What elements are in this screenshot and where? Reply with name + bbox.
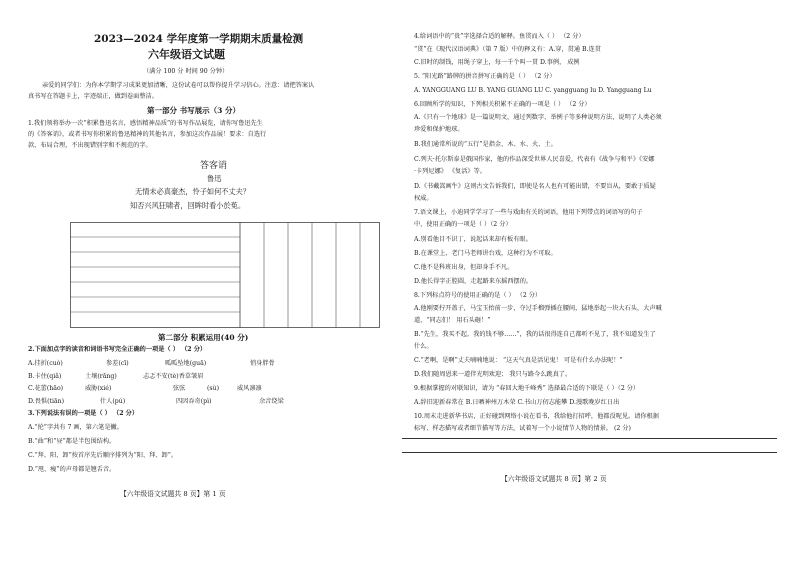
q7-option: A.别看他目不识丁，说起话来却有板有眼。 bbox=[414, 236, 532, 243]
q8-option: D.我们随周恩来一道伴光明欢迎； 我只与路今么跳真了。 bbox=[414, 371, 572, 378]
q2-option: 弦弦 bbox=[173, 385, 186, 392]
poem-line: 无情未必真豪杰，怜子如何不丈夫？ bbox=[135, 187, 251, 196]
q9-options: A.辞旧迎新春常在 B.日晒神州万木荣 C.书山万仞志能攀 D.漫歌晚岁红日出 bbox=[414, 399, 620, 406]
q6-option: ·卡列尼娜》 《复活》等。 bbox=[414, 168, 486, 175]
part2-header: 第二部分 积累运用(40 分) bbox=[158, 333, 249, 342]
q2-option: 威风凛凛 bbox=[237, 385, 262, 392]
q7-option: D.他长得字正腔圆，走起路来东摇西摆的。 bbox=[414, 278, 533, 285]
q1-line: 的《答客诮》，或者书写你积累的鲁迅精神的其他名言，参加这次作品展！要求：自选行 bbox=[28, 131, 267, 138]
writing-grid[interactable] bbox=[70, 222, 380, 328]
q8-option: 道，“同志们！ 用石头砸！” bbox=[414, 317, 491, 324]
q6-option: C.列夫·托尔斯泰是俄国作家，他的作品深受世界人民喜爱，代表有《战争与和平》《安娜 bbox=[414, 156, 655, 163]
q8-stem: 8.下列标点符号的使用正确的是（ ） （2 分） bbox=[414, 292, 542, 299]
q3-option: D.“甩、瘦”的声母都是翘舌音。 bbox=[28, 466, 116, 473]
q3-stem: 3.下列说法有误的一项是（ ） （2 分） bbox=[28, 410, 139, 417]
q8-option: A.他刚要拧开盖子，马宝玉抬前一步，夺过手榴弹插在腰间，猛地举起一块大石头，大声喊 bbox=[414, 305, 662, 312]
intro-line: 真书写在答题卡上，字迹端正，做到卷面整洁。 bbox=[28, 93, 158, 100]
q7-stem: 7.语文课上，小迪同学学习了一些与戏曲有关的词语，他用下列带点的词语写的句子 bbox=[414, 209, 643, 216]
q3-option: B.“曲”和“昼”都是半包围结构。 bbox=[28, 438, 116, 445]
q2-option: B.卡住(qiǎ) bbox=[28, 373, 62, 380]
q8-option: 什么。 bbox=[414, 343, 433, 350]
q10-stem: 标写、样态描写或者细节描写等方法，试着写一个小说情节人物的情景。 (2 分) bbox=[414, 425, 631, 432]
q2-option: 威胁(xié) bbox=[85, 385, 112, 392]
page-footer: 【六年级语文试题共 8 页】第 2 页 bbox=[501, 475, 607, 483]
q6-option: 权威。 bbox=[414, 195, 433, 202]
q2-option: D.畏惧(tiān) bbox=[28, 398, 65, 405]
q2-option: 忐忑不安(tè)香草皱眉 bbox=[143, 373, 204, 380]
q2-option: 悄身胖骨 bbox=[250, 360, 275, 367]
q6-option: B.我们通常所说的“五行”是指金、木、水、火、土。 bbox=[414, 141, 557, 148]
q7-option: B.在课堂上，老门马老师讲台戏，这种行为不可取。 bbox=[414, 250, 557, 257]
q4-line: C.旧时的制钱，用绳子穿上，每一千个叫一贯 D.事例， 成例 bbox=[414, 59, 580, 66]
part1-header: 第一部分 书写展示（3 分） bbox=[147, 106, 240, 115]
q2-option: 什人(pú) bbox=[100, 398, 126, 405]
q7-option: C.他不是科班出身，但却身手不凡。 bbox=[414, 264, 514, 271]
q2-option: 土壤(rǎng) bbox=[85, 373, 117, 380]
poem-line: 知否兴风狂啸者，回眸时看小於菟。 bbox=[130, 201, 246, 210]
answer-line[interactable] bbox=[402, 438, 777, 439]
q6-option: D.《书戴嵩画牛》这则古文告诉我们，即使是名人也有可能出错，不要盲从，要敢于质疑 bbox=[414, 183, 656, 190]
q2-option: A.挂折(cuò) bbox=[28, 360, 63, 367]
q6-option: A.《只有一个地球》是一篇说明文，通过列数字、举例子等多种说明方法，说明了人类必须 bbox=[414, 114, 662, 121]
q4-line: “贯”在《现代汉语词典》（第 7 版）中的释义有：A.穿，贯通 B.连贯 bbox=[414, 46, 601, 53]
q2-option: C.花蕾(hāo) bbox=[28, 385, 64, 392]
q3-option: A.“抡”字共有 7 画，第六笔是撇。 bbox=[28, 424, 123, 431]
q8-option: C.“老啊，是啊”丈夫喃喃地说： “这天气真是活见鬼！ 可是有什么办法呢！” bbox=[414, 357, 623, 364]
poem-author: 鲁迅 bbox=[207, 174, 222, 183]
q2-option: 余音绕梁 bbox=[259, 398, 284, 405]
exam-meta: （满分 100 分 时间 90 分钟） bbox=[143, 68, 229, 75]
q5-stem: 5. “阳光路”路牌的拼音拼写正确的是（ ） （2 分） bbox=[414, 73, 556, 80]
q9-stem: 9.根据掌握的对联知识，请为 “春回大地千峰秀” 选择最合适的下联是（ ）（2 分） bbox=[414, 385, 640, 392]
q1-line: 款、布局合理，不出现错别字和不规范的字。 bbox=[28, 142, 152, 149]
intro-line: 亲爱的同学们：为你本学期学习成果更加清晰，这份试卷可以帮你提升学习信心。注意：请把答案认 bbox=[42, 82, 315, 89]
q7-stem: 中，使用正确的一项是（ ）（2 分） bbox=[414, 221, 512, 228]
q10-stem: 10.周末走进新华书店，正好碰到网络小说在看书，我给他打招呼，他都没呢见。请你根据 bbox=[414, 413, 659, 420]
q2-option: (sù) bbox=[207, 385, 219, 392]
q3-option: C.“拜、阳、卸”按首序先后顺序排列为“阳、拜、卸”。 bbox=[28, 452, 178, 459]
q2-option: 参差(cī) bbox=[106, 360, 129, 367]
q6-stem: 6.回顾所学的知识，下列相关积累不正确的一项是（ ） （2 分） bbox=[414, 101, 591, 108]
answer-line[interactable] bbox=[402, 452, 777, 453]
q8-option: B.“先生，我买不起，我的钱不够……”，我的话很得连自己都听不见了，我不知道发生了 bbox=[414, 331, 656, 338]
exam-title: 2023—2024 学年度第一学期期末质量检测 bbox=[94, 33, 304, 45]
exam-page-2 bbox=[397, 0, 794, 561]
q2-option: 呱呱坠地(guā) bbox=[165, 360, 207, 367]
page-footer: 【六年级语文试题共 8 页】第 1 页 bbox=[120, 490, 226, 498]
poem-title: 答客诮 bbox=[200, 161, 228, 171]
q4-stem: 4.给词语中的“贵”字选择合适的解释。鱼贯而入（ ） （2 分） bbox=[414, 33, 585, 40]
q5-options: A. YANGGUANG LU B. YANG GUANG LU C. yangguang lu D. Yangguang Lu bbox=[414, 87, 652, 94]
q2-stem: 2.下面加点字的读音和词语书写完全正确的一项是（ ） （2 分） bbox=[28, 346, 207, 353]
exam-subtitle: 六年级语文试题 bbox=[148, 48, 225, 61]
q2-option: 四因吞奇(pì) bbox=[176, 398, 212, 405]
q1-line: 1.我们领将举办一次“积累鲁迅名言，感悟精神品质”的书写作品展览，请你写鲁迅先生 bbox=[28, 120, 263, 127]
q6-option: 珍爱和保护地球。 bbox=[414, 126, 464, 133]
